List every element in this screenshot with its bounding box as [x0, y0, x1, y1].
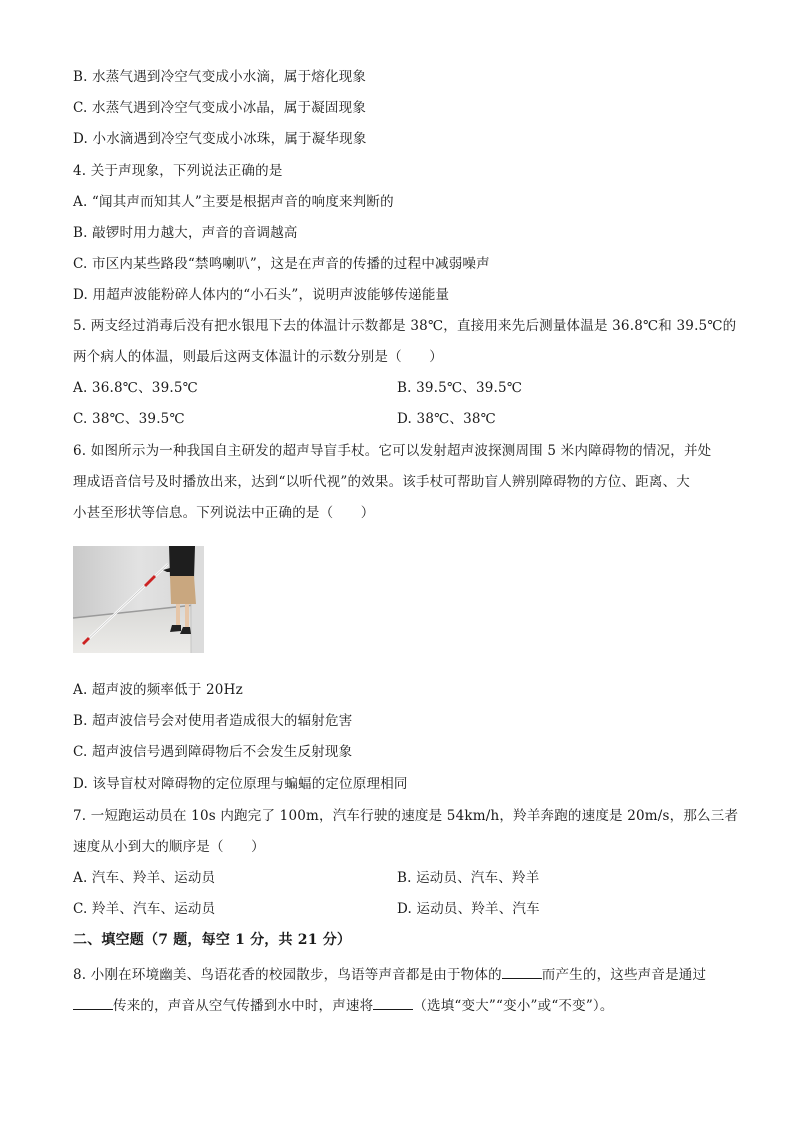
q5-option-a: A. 36.8℃、39.5℃ [73, 380, 198, 396]
q6-option-c: C. 超声波信号遇到障碍物后不会发生反射现象 [73, 744, 353, 760]
q7-stem-line-2: 速度从小到大的顺序是（ ） [73, 839, 265, 855]
q5-stem-line-1: 5. 两支经过消毒后没有把水银甩下去的体温计示数都是 38℃，直接用来先后测量体温是 36.8℃和 39.5℃的 [73, 318, 737, 334]
q8-line-2 [73, 995, 614, 1015]
q7-option-c: C. 羚羊、汽车、运动员 [73, 901, 216, 917]
q6-stem-line-3: 小甚至形状等信息。下列说法中正确的是（ ） [73, 505, 375, 521]
guide-cane-photo [73, 546, 204, 653]
q8-blank-3 [373, 995, 413, 1010]
q6-stem-line-1: 6. 如图所示为一种我国自主研发的超声导盲手杖。它可以发射超声波探测周围 5 米内障碍物的情况，并处 [73, 443, 712, 459]
q7-option-a: A. 汽车、羚羊、运动员 [73, 870, 216, 886]
q5-option-d: D. 38℃、38℃ [397, 411, 496, 427]
q6-stem-line-2: 理成语音信号及时播放出来，达到“以听代视”的效果。该手杖可帮助盲人辨别障碍物的方位、距离、大 [73, 474, 691, 490]
q8-text-segment-3: 传来的，声音从空气传播到水中时，声速将 [113, 998, 374, 1014]
q4-stem: 4. 关于声现象，下列说法正确的是 [73, 163, 283, 179]
q6-option-d: D. 该导盲杖对障碍物的定位原理与蝙蝠的定位原理相同 [73, 776, 408, 792]
q6-option-a: A. 超声波的频率低于 20Hz [73, 682, 243, 698]
q8-line-1 [73, 964, 706, 984]
q3-option-b: B. 水蒸气遇到冷空气变成小水滴，属于熔化现象 [73, 69, 367, 85]
q3-option-d: D. 小水滴遇到冷空气变成小冰珠，属于凝华现象 [73, 131, 367, 147]
q8-text-segment-2: 而产生的，这些声音是通过 [541, 967, 707, 983]
q5-stem-line-2: 两个病人的体温，则最后这两支体温计的示数分别是（ ） [73, 349, 443, 365]
q4-option-b: B. 敲锣时用力越大，声音的音调越高 [73, 225, 298, 241]
q5-option-c: C. 38℃、39.5℃ [73, 411, 185, 427]
section-2-title: 二、填空题（7 题，每空 1 分，共 21 分） [73, 932, 352, 948]
q7-option-d: D. 运动员、羚羊、汽车 [397, 901, 540, 917]
q4-option-c: C. 市区内某些路段“禁鸣喇叭”，这是在声音的传播的过程中减弱噪声 [73, 256, 490, 272]
q3-option-c: C. 水蒸气遇到冷空气变成小冰晶，属于凝固现象 [73, 100, 367, 116]
q6-option-b: B. 超声波信号会对使用者造成很大的辐射危害 [73, 713, 353, 729]
q8-blank-1 [502, 964, 542, 979]
q8-text-segment-4: （选填“变大”“变小”或“不变”）。 [413, 998, 614, 1014]
q4-option-a: A. “闻其声而知其人”主要是根据声音的响度来判断的 [73, 194, 394, 210]
q4-option-d: D. 用超声波能粉碎人体内的“小石头”，说明声波能够传递能量 [73, 287, 450, 303]
q5-option-b: B. 39.5℃、39.5℃ [397, 380, 523, 396]
q7-stem-line-1: 7. 一短跑运动员在 10s 内跑完了 100m，汽车行驶的速度是 54km/h，羚羊奔跑的速度是 20m/s，那么三者 [73, 808, 739, 824]
q8-text-segment-1: 8. 小刚在环境幽美、鸟语花香的校园散步，鸟语等声音都是由于物体的 [73, 967, 502, 983]
q7-option-b: B. 运动员、汽车、羚羊 [397, 870, 540, 886]
q8-blank-2 [73, 995, 113, 1010]
